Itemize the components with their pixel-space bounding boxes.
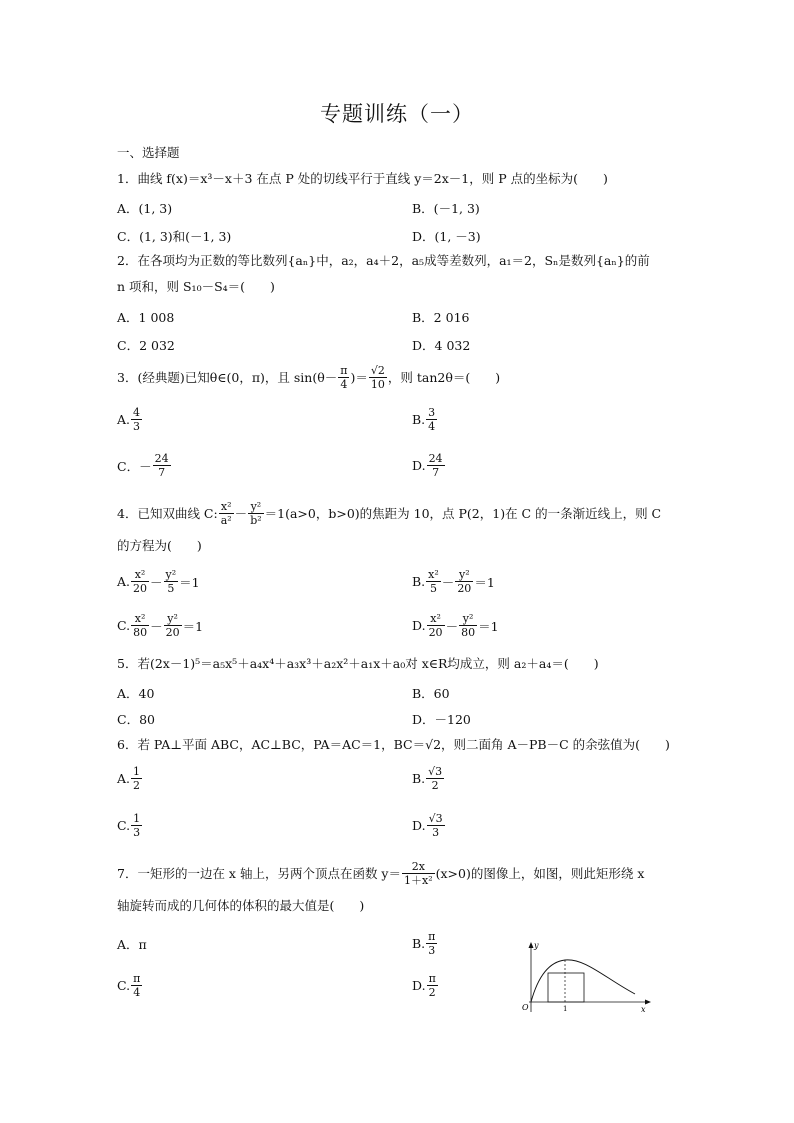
question-2-stem-line1: 2．在各项均为正数的等比数列{aₙ}中，a₂，a₄＋2，a₅成等差数列，a₁＝2，Sₙ是数列{aₙ}的前 (117, 253, 650, 268)
q1-option-d: D．(1, －3) (412, 229, 481, 244)
question-7-stem: 7．一矩形的一边在 x 轴上，另两个顶点在函数 y＝ $\frac{2x}{\text{1＋x²}}$ (x>0)的图像上，如图，则此矩形绕 x (117, 860, 645, 887)
q4-option-d: D. $\frac{\text{x²}}{20}$ － $\frac{\text{y²}}{80}$ ＝1 (412, 612, 499, 639)
question-4-stem: 4．已知双曲线 C: $\frac{\text{x²}}{\text{a²}}$ － $\frac{\text{y²}}{\text{b²}}$ ＝1(a>0，b>0)的焦距为 10，点 P(2，1)在 C 的一条渐近线上，则 C (117, 500, 662, 527)
fig-tick-1: 1 (563, 1005, 568, 1013)
question-2-stem-line2: n 项和，则 S₁₀－S₄＝( ) (117, 279, 275, 294)
q4-option-a: A. $\frac{\text{x²}}{20}$ － $\frac{\text{y²}}{5}$ ＝1 (117, 568, 200, 595)
inscribed-rectangle (548, 973, 584, 1002)
q5-option-b: B．60 (412, 686, 450, 701)
q7-option-d: D. $\frac{\pi}{2}$ (412, 972, 436, 999)
q7-graph-figure (515, 940, 655, 1015)
q5-option-c: C．80 (117, 712, 155, 727)
q7-option-c: C. $\frac{\pi}{4}$ (117, 972, 141, 999)
q2-option-b: B．2 016 (412, 310, 470, 325)
question-3-stem: 3．(经典题)已知θ∈(0，π)，且 sin(θ－ $\frac{\pi}{4}$ )＝ $\frac{√2}{10}$ ，则 tan2θ＝( ) (117, 364, 501, 391)
q1-option-b: B．(－1, 3) (412, 201, 480, 216)
q3-option-a: A. $\frac{4}{3}$ (117, 406, 141, 433)
q3-stem-pre: 3．(经典题)已知θ∈(0，π)，且 sin(θ－ (117, 369, 338, 385)
q3-fraction-pi-over-4: $\frac{\pi}{4}$ (340, 364, 348, 391)
fig-origin-label: O (522, 1003, 529, 1012)
q5-option-a: A．40 (117, 686, 155, 701)
fig-x-label: x (641, 1005, 646, 1014)
page-title: 专题训练（一） (320, 102, 474, 126)
q3-fraction-root2-over-10: $\frac{√2}{10}$ (370, 364, 385, 391)
question-1-stem: 1．曲线 f(x)＝x³－x＋3 在点 P 处的切线平行于直线 y＝2x－1，则 P 点的坐标为( ) (117, 171, 608, 186)
section-heading: 一、选择题 (117, 145, 180, 160)
q3-option-b: B. $\frac{3}{4}$ (412, 406, 436, 433)
function-curve (531, 960, 635, 1002)
question-7-stem-line2: 轴旋转而成的几何体的体积的最大值是( ) (117, 898, 365, 913)
q1-option-c: C．(1, 3)和(－1, 3) (117, 229, 232, 244)
q7-option-b: B. $\frac{\pi}{3}$ (412, 930, 436, 957)
q6-option-b: B. $\frac{√3}{2}$ (412, 765, 443, 792)
q6-option-c: C. $\frac{1}{3}$ (117, 812, 141, 839)
q5-option-d: D．－120 (412, 712, 471, 727)
question-6-stem: 6．若 PA⊥平面 ABC，AC⊥BC，PA＝AC＝1，BC＝√2，则二面角 A－PB－C 的余弦值为( ) (117, 737, 670, 752)
q4-option-c: C. $\frac{\text{x²}}{80}$ － $\frac{\text{y²}}{20}$ ＝1 (117, 612, 204, 639)
q7-option-a: A．π (117, 937, 147, 952)
q6-option-d: D. $\frac{√3}{3}$ (412, 812, 443, 839)
q3-option-c: C．－ $\frac{24}{7}$ (117, 452, 169, 479)
q6-option-a: A. $\frac{1}{2}$ (117, 765, 141, 792)
q1-option-a: A．(1, 3) (117, 201, 173, 216)
q4-option-b: B. $\frac{\text{x²}}{5}$ － $\frac{\text{y²}}{20}$ ＝1 (412, 568, 495, 595)
x-axis-arrow (645, 1000, 651, 1005)
question-5-stem: 5．若(2x－1)⁵＝a₅x⁵＋a₄x⁴＋a₃x³＋a₂x²＋a₁x＋a₀对 x∈R均成立，则 a₂＋a₄＝( ) (117, 656, 599, 671)
fig-y-label: y (534, 941, 539, 950)
q3-option-d: D. $\frac{24}{7}$ (412, 452, 443, 479)
q2-option-c: C．2 032 (117, 338, 175, 353)
y-axis-arrow (529, 942, 534, 948)
q2-option-d: D．4 032 (412, 338, 471, 353)
question-4-stem-line2: 的方程为( ) (117, 538, 202, 553)
q2-option-a: A．1 008 (117, 310, 175, 325)
